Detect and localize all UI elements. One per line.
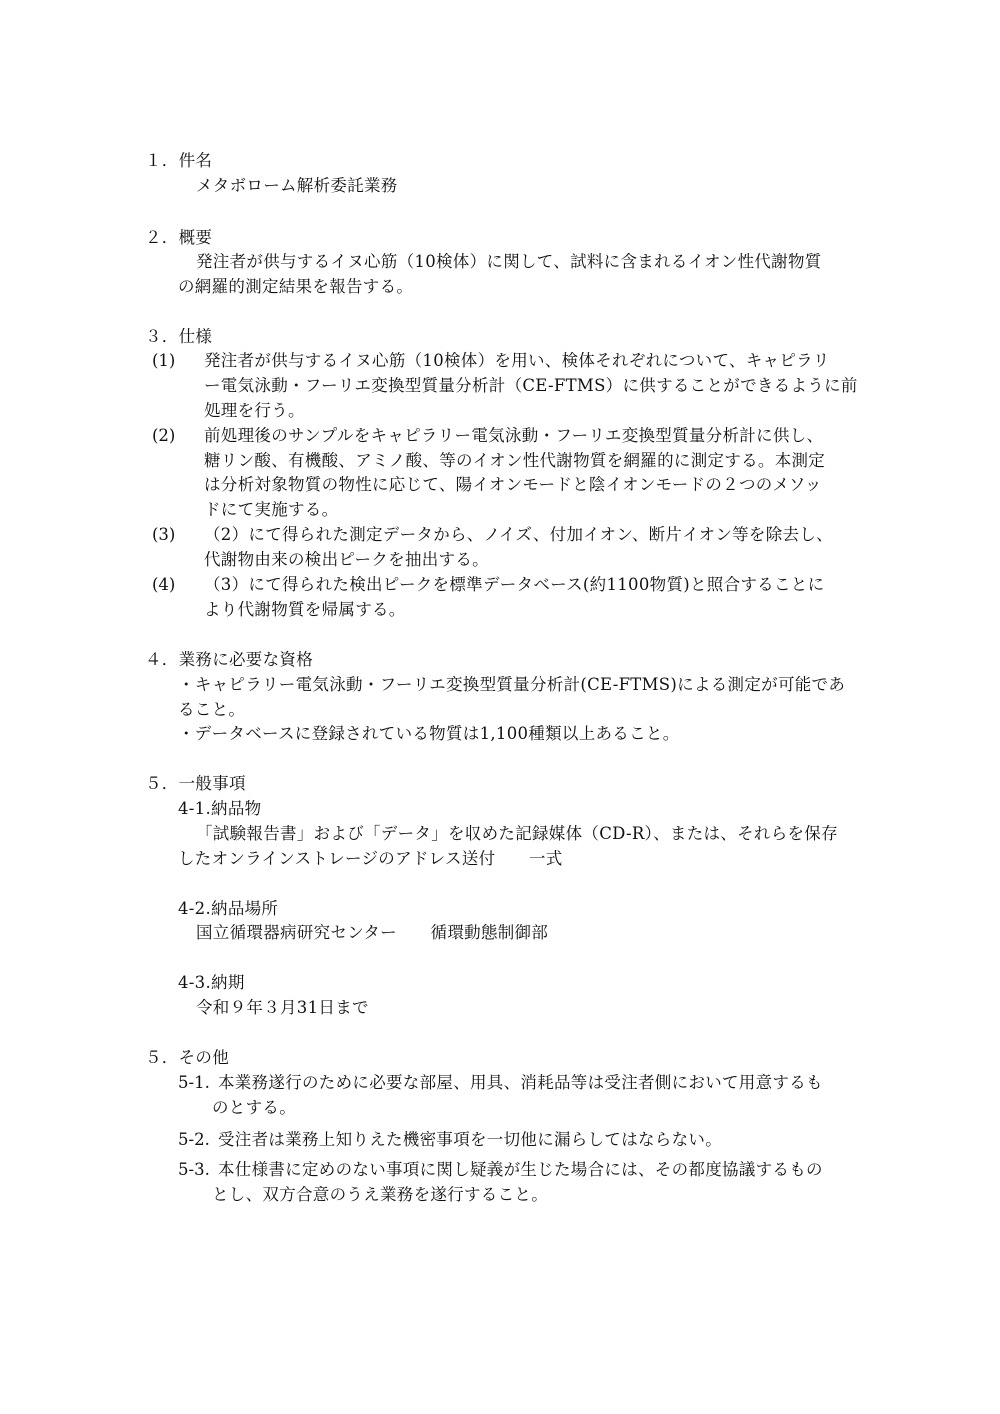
section-6-heading: ５．その他 [145, 1048, 229, 1067]
qualification-line-2: ること。 [178, 700, 246, 719]
spec-item-2-line-2: 糖リン酸、有機酸、アミノ酸、等のイオン性代謝物質を網羅的に測定する。本測定 [204, 451, 826, 470]
overview-line-2: の網羅的測定結果を報告する。 [178, 277, 414, 296]
spec-item-1-line-3: 処理を行う。 [204, 401, 305, 420]
other-item-number: 5-3. [178, 1160, 210, 1179]
section-3-heading: ３．仕様 [145, 327, 213, 346]
qualification-line-1: ・キャピラリー電気泳動・フーリエ変換型質量分析計(CE-FTMS)による測定が可能であ [178, 675, 846, 694]
spec-item-1-line-1: 発注者が供与するイヌ心筋（10検体）を用い、検体それぞれについて、キャピラリ [204, 351, 830, 370]
spec-item-1-line-2: ー電気泳動・フーリエ変換型質量分析計（CE-FTMS）に供することができるように前 [204, 376, 858, 395]
spec-item-number: (1) [152, 351, 176, 370]
section-4-heading: ４．業務に必要な資格 [145, 650, 313, 669]
other-item-1-line-2: のとする。 [212, 1098, 296, 1117]
delivery-date-text: 令和９年３月31日まで [196, 998, 369, 1017]
spec-item-2-line-3: は分析対象物質の物性に応じて、陽イオンモードと陰イオンモードの２つのメソッ [204, 475, 822, 494]
deliverables-line-2: したオンラインストレージのアドレス送付 一式 [178, 849, 563, 868]
other-item-number: 5-1. [178, 1073, 210, 1092]
spec-item-number: (3) [152, 525, 176, 544]
overview-line-1: 発注者が供与するイヌ心筋（10検体）に関して、試料に含まれるイオン性代謝物質 [196, 252, 822, 271]
spec-item-4-line-1: （3）にて得られた検出ピークを標準データベース(約1100物質)と照合することに [204, 575, 825, 594]
other-item-1-line-1: 本業務遂行のために必要な部屋、用具、消耗品等は受注者側において用意するも [218, 1073, 823, 1092]
other-item-3-line-1: 本仕様書に定めのない事項に関し疑義が生じた場合には、その都度協議するもの [218, 1160, 823, 1179]
deliverables-title: 4-1.納品物 [178, 799, 262, 818]
other-item-3-line-2: とし、双方合意のうえ業務を遂行すること。 [212, 1185, 548, 1204]
delivery-place-title: 4-2.納品場所 [178, 899, 279, 918]
delivery-place-text: 国立循環器病研究センター 循環動態制御部 [196, 923, 549, 942]
section-1-heading: １．件名 [145, 151, 213, 170]
other-item-number: 5-2. [178, 1130, 210, 1149]
spec-item-3-line-1: （2）にて得られた測定データから、ノイズ、付加イオン、断片イオン等を除去し、 [204, 525, 833, 544]
delivery-date-title: 4-3.納期 [178, 973, 245, 992]
section-5-heading: ５．一般事項 [145, 774, 246, 793]
other-item-2-line-1: 受注者は業務上知りえた機密事項を一切他に漏らしてはならない。 [218, 1130, 722, 1149]
spec-item-4-line-2: より代謝物質を帰属する。 [204, 600, 406, 619]
spec-item-number: (4) [152, 575, 176, 594]
deliverables-line-1: 「試験報告書」および「データ」を収めた記録媒体（CD-R）、または、それらを保存 [196, 824, 838, 843]
spec-item-2-line-4: ドにて実施する。 [204, 500, 339, 519]
spec-item-2-line-1: 前処理後のサンプルをキャピラリー電気泳動・フーリエ変換型質量分析計に供し、 [204, 426, 824, 445]
section-2-heading: ２．概要 [145, 228, 213, 247]
qualification-line-3: ・データベースに登録されている物質は1,100種類以上あること。 [178, 724, 680, 743]
subject-text: メタボローム解析委託業務 [196, 176, 398, 195]
spec-item-number: (2) [152, 426, 176, 445]
spec-item-3-line-2: 代謝物由来の検出ピークを抽出する。 [204, 550, 489, 569]
